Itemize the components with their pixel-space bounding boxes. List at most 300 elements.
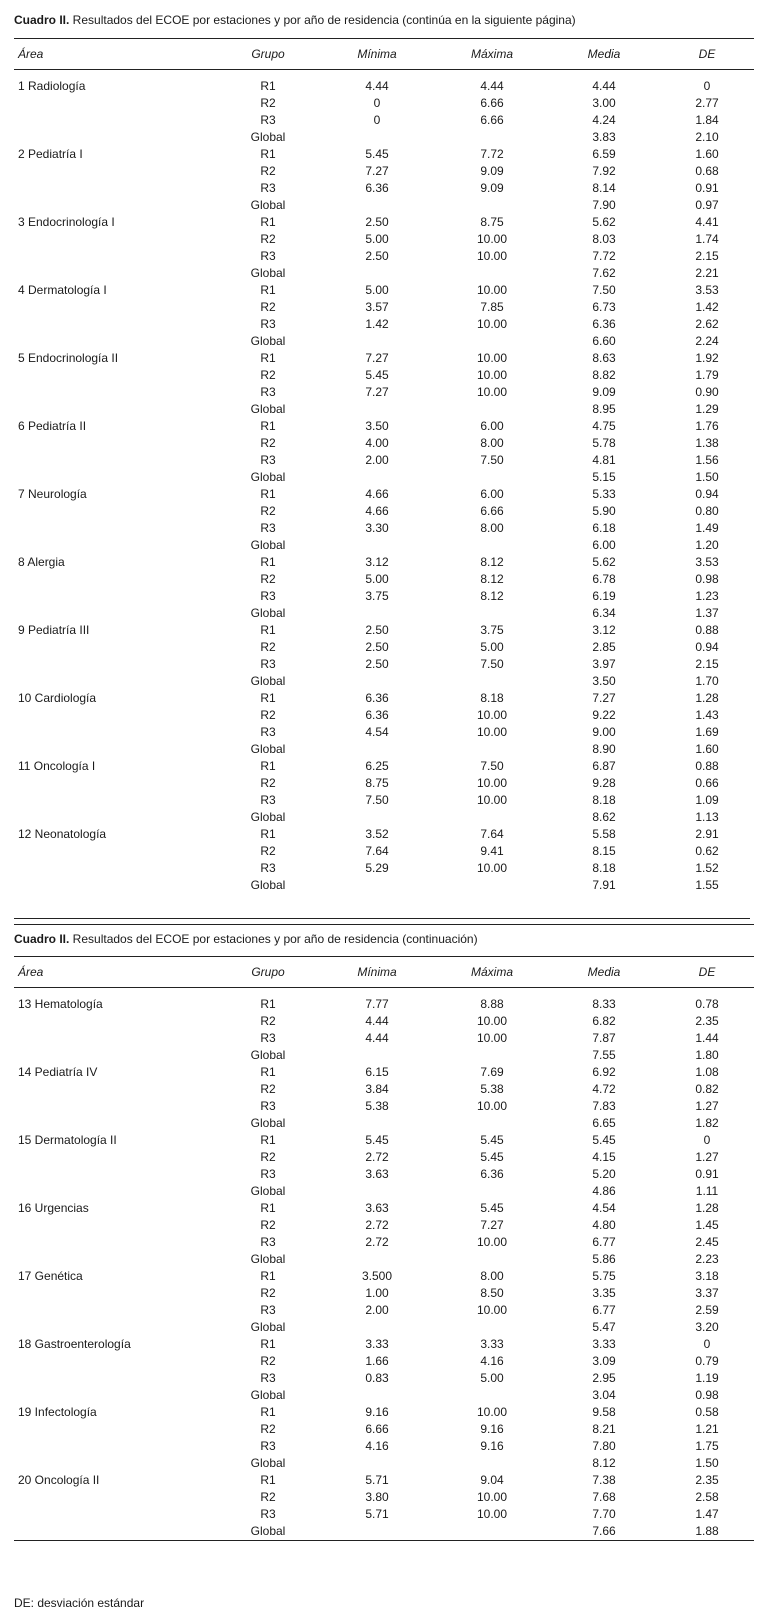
table-row [14,860,754,877]
grupo-cell: R1 [260,147,276,161]
media-cell: 8.03 [592,232,616,246]
area-cell [14,1251,218,1268]
maxima-cell: 10.00 [476,1031,508,1045]
media-cell: 4.86 [592,1184,616,1198]
grupo-cell: R1 [260,79,276,93]
table2-body [14,988,754,1541]
area-cell [14,452,218,469]
table-row [14,1319,754,1336]
minima-cell: 5.45 [365,147,389,161]
minima-cell: 6.36 [365,181,389,195]
table-row [14,265,754,282]
table-row [14,656,754,673]
maxima-cell: 10.00 [476,725,508,739]
maxima-cell [436,1251,548,1268]
area-cell [14,112,218,129]
de-cell: 1.50 [695,1456,719,1470]
grupo-cell: R1 [260,1065,276,1079]
de-cell: 2.59 [695,1303,719,1317]
de-cell: 1.13 [695,810,719,824]
media-cell: 8.18 [592,793,616,807]
maxima-cell: 7.50 [480,657,504,671]
media-cell: 5.78 [592,436,616,450]
minima-cell [318,673,436,690]
de-cell: 3.20 [695,1320,719,1334]
table-row [14,1064,754,1081]
de-cell: 1.21 [695,1422,719,1436]
area-cell [14,1285,218,1302]
minima-cell: 6.36 [365,691,389,705]
de-cell: 0.62 [695,844,719,858]
maxima-cell [436,537,548,554]
table-row [14,95,754,112]
maxima-cell: 7.85 [480,300,504,314]
de-cell: 0.68 [695,164,719,178]
media-cell: 6.18 [592,521,616,535]
media-cell: 4.80 [592,1218,616,1232]
media-cell: 6.78 [592,572,616,586]
grupo-cell: R2 [260,572,276,586]
de-cell: 0.78 [695,997,719,1011]
maxima-cell: 10.00 [476,1490,508,1504]
de-cell: 2.21 [695,266,719,280]
maxima-cell: 9.09 [480,181,504,195]
table-row [14,1013,754,1030]
grupo-cell: R2 [260,844,276,858]
maxima-cell [436,877,548,894]
table-row [14,1047,754,1064]
media-cell: 7.90 [592,198,616,212]
minima-cell: 5.00 [365,572,389,586]
media-cell: 3.50 [592,674,616,688]
grupo-cell: R1 [260,623,276,637]
maxima-cell: 8.12 [480,555,504,569]
header-minima: Mínima [318,39,436,70]
maxima-cell: 10.00 [476,1014,508,1028]
maxima-cell: 9.04 [480,1473,504,1487]
media-cell: 8.82 [592,368,616,382]
header-de: DE [660,957,754,988]
table-row [14,231,754,248]
media-cell: 7.27 [592,691,616,705]
table-row [14,1336,754,1353]
table1-body [14,70,754,925]
de-cell: 0 [703,79,711,93]
header-de: DE [660,39,754,70]
area-cell [14,333,218,350]
de-cell: 2.62 [695,317,719,331]
table-row [14,792,754,809]
table-row [14,1489,754,1506]
table-row [14,469,754,486]
grupo-cell: R1 [260,1473,276,1487]
area-cell: 18 Gastroenterología [18,1337,131,1351]
area-cell [14,503,218,520]
area-cell [14,248,218,265]
media-cell: 4.75 [592,419,616,433]
table1 [14,38,754,925]
table-row [14,758,754,775]
media-cell: 9.58 [592,1405,616,1419]
area-cell [14,1370,218,1387]
table-row [14,673,754,690]
de-cell: 2.58 [695,1490,719,1504]
de-cell: 1.45 [695,1218,719,1232]
table2-caption [14,918,750,956]
table-row [14,1472,754,1489]
media-cell: 7.80 [592,1439,616,1453]
media-cell: 7.72 [592,249,616,263]
grupo-cell: R3 [260,317,276,331]
de-cell: 1.74 [695,232,719,246]
maxima-cell [436,1455,548,1472]
area-cell [14,1506,218,1523]
grupo-cell: R3 [260,521,276,535]
minima-cell [318,1047,436,1064]
maxima-cell: 6.66 [480,113,504,127]
grupo-cell: R3 [260,453,276,467]
maxima-cell: 10.00 [476,1235,508,1249]
area-cell: 5 Endocrinología II [18,351,119,365]
area-cell [14,809,218,826]
table-row [14,1098,754,1115]
media-cell: 5.75 [592,1269,616,1283]
media-cell: 7.87 [592,1031,616,1045]
minima-cell: 2.72 [365,1235,389,1249]
grupo-cell: Global [250,1320,286,1334]
de-cell: 0.94 [695,640,719,654]
maxima-cell: 6.36 [480,1167,504,1181]
area-cell [14,877,218,894]
table-row [14,282,754,299]
media-cell: 4.24 [592,113,616,127]
de-cell: 1.50 [695,470,719,484]
grupo-cell: Global [250,742,286,756]
table1-block [14,0,750,925]
grupo-cell: R2 [260,504,276,518]
table-row [14,571,754,588]
table-row [14,1438,754,1455]
table-row [14,401,754,418]
maxima-cell: 10.00 [476,317,508,331]
maxima-cell [436,469,548,486]
minima-cell: 5.38 [365,1099,389,1113]
area-cell [14,571,218,588]
grupo-cell: Global [250,1116,286,1130]
grupo-cell: Global [250,470,286,484]
minima-cell: 2.50 [365,249,389,263]
area-cell [14,1421,218,1438]
maxima-cell: 7.69 [480,1065,504,1079]
table2-header-row [14,957,754,988]
maxima-cell: 8.88 [480,997,504,1011]
maxima-cell [436,265,548,282]
maxima-cell [436,197,548,214]
maxima-cell: 3.33 [480,1337,504,1351]
area-cell: 19 Infectología [18,1405,97,1419]
area-cell: 8 Alergia [18,555,65,569]
spacer-row [14,988,754,997]
minima-cell: 3.12 [365,555,389,569]
maxima-cell [436,1319,548,1336]
de-cell: 1.19 [695,1371,719,1385]
de-cell: 1.60 [695,742,719,756]
header-minima: Mínima [318,957,436,988]
header-media: Media [548,39,660,70]
minima-cell: 7.27 [365,351,389,365]
media-cell: 8.63 [592,351,616,365]
maxima-cell: 10.00 [476,1099,508,1113]
area-cell [14,1523,218,1541]
area-cell [14,367,218,384]
minima-cell: 7.50 [365,793,389,807]
grupo-cell: Global [250,1048,286,1062]
area-cell: 16 Urgencias [18,1201,89,1215]
table1-header-row [14,39,754,70]
grupo-cell: R1 [260,691,276,705]
media-cell: 2.85 [592,640,616,654]
maxima-cell: 7.27 [480,1218,504,1232]
table-row [14,129,754,146]
table-row [14,1200,754,1217]
area-cell [14,1013,218,1030]
grupo-cell: R2 [260,368,276,382]
grupo-cell: R3 [260,1167,276,1181]
maxima-cell [436,333,548,350]
de-cell: 0.80 [695,504,719,518]
minima-cell [318,1523,436,1541]
table-row [14,1030,754,1047]
maxima-cell: 10.00 [476,1405,508,1419]
table-row [14,843,754,860]
media-cell: 5.20 [592,1167,616,1181]
area-cell [14,1438,218,1455]
minima-cell: 5.29 [365,861,389,875]
maxima-cell [436,1387,548,1404]
table-row [14,1268,754,1285]
maxima-cell [436,1523,548,1541]
area-cell: 1 Radiología [18,79,86,93]
media-cell: 6.82 [592,1014,616,1028]
area-cell [14,1030,218,1047]
maxima-cell [436,401,548,418]
table-row [14,1149,754,1166]
table-row [14,384,754,401]
header-grupo: Grupo [218,39,318,70]
media-cell: 8.18 [592,861,616,875]
maxima-cell: 5.00 [480,1371,504,1385]
de-cell: 0.98 [695,572,719,586]
minima-cell: 3.75 [365,589,389,603]
maxima-cell: 8.75 [480,215,504,229]
de-cell: 0.58 [695,1405,719,1419]
maxima-cell: 7.64 [480,827,504,841]
de-cell: 2.35 [695,1014,719,1028]
minima-cell: 3.63 [365,1167,389,1181]
header-maxima: Máxima [436,39,548,70]
area-cell [14,1149,218,1166]
grupo-cell: R2 [260,436,276,450]
area-cell [14,1302,218,1319]
table-row [14,180,754,197]
media-cell: 6.77 [592,1303,616,1317]
area-cell [14,1387,218,1404]
maxima-cell: 10.00 [476,385,508,399]
de-cell: 1.47 [695,1507,719,1521]
minima-cell: 3.30 [365,521,389,535]
area-cell [14,707,218,724]
maxima-cell: 7.72 [480,147,504,161]
media-cell: 5.15 [592,470,616,484]
grupo-cell: R1 [260,283,276,297]
maxima-cell: 10.00 [476,861,508,875]
media-cell: 5.86 [592,1252,616,1266]
minima-cell: 2.50 [365,640,389,654]
area-cell [14,1217,218,1234]
de-cell: 1.82 [695,1116,719,1130]
grupo-cell: Global [250,1388,286,1402]
media-cell: 7.66 [548,1523,660,1541]
media-cell: 5.47 [592,1320,616,1334]
area-cell [14,1353,218,1370]
grupo-cell: R1 [260,1201,276,1215]
minima-cell [318,401,436,418]
table-row [14,1234,754,1251]
media-cell: 8.90 [592,742,616,756]
minima-cell: 4.44 [365,79,389,93]
minima-cell [318,1319,436,1336]
table-row [14,741,754,758]
table-row [14,435,754,452]
de-cell: 2.35 [695,1473,719,1487]
grupo-cell: R2 [260,708,276,722]
maxima-cell: 8.12 [480,589,504,603]
minima-cell: 4.16 [365,1439,389,1453]
media-cell: 6.87 [592,759,616,773]
media-cell: 5.45 [592,1133,616,1147]
grupo-cell: R1 [260,351,276,365]
de-cell: 0.82 [695,1082,719,1096]
grupo-cell: Global [250,1184,286,1198]
minima-cell: 3.33 [365,1337,389,1351]
maxima-cell: 5.45 [480,1150,504,1164]
table-row [14,1421,754,1438]
grupo-cell: R2 [260,1286,276,1300]
de-cell: 1.70 [695,674,719,688]
de-cell: 2.23 [695,1252,719,1266]
grupo-cell: R2 [260,1082,276,1096]
maxima-cell: 10.00 [476,793,508,807]
maxima-cell: 8.00 [480,436,504,450]
table-row [14,486,754,503]
de-cell: 0.91 [695,181,719,195]
media-cell: 4.44 [592,79,616,93]
minima-cell: 5.71 [365,1473,389,1487]
de-cell: 1.29 [695,402,719,416]
media-cell: 3.09 [592,1354,616,1368]
de-cell: 2.24 [695,334,719,348]
grupo-cell: R3 [260,1439,276,1453]
maxima-cell [436,809,548,826]
area-cell: 20 Oncología II [18,1473,100,1487]
media-cell: 7.68 [592,1490,616,1504]
minima-cell: 3.500 [361,1269,393,1283]
table-row [14,1404,754,1421]
table-row [14,707,754,724]
minima-cell: 2.00 [365,453,389,467]
area-cell [14,520,218,537]
grupo-cell: Global [250,538,286,552]
grupo-cell: R2 [260,640,276,654]
minima-cell [318,741,436,758]
grupo-cell: Global [250,402,286,416]
minima-cell [318,1455,436,1472]
minima-cell: 1.00 [365,1286,389,1300]
de-cell: 1.42 [695,300,719,314]
area-cell: 4 Dermatología I [18,283,107,297]
media-cell: 3.83 [592,130,616,144]
table-row [14,690,754,707]
grupo-cell: R1 [260,555,276,569]
media-cell: 6.19 [592,589,616,603]
minima-cell [318,605,436,622]
minima-cell [318,1183,436,1200]
maxima-cell: 3.75 [480,623,504,637]
minima-cell [318,537,436,554]
de-cell: 1.11 [695,1184,719,1198]
area-cell: 3 Endocrinología I [18,215,115,229]
grupo-cell: Global [250,878,286,892]
de-cell: 1.49 [695,521,719,535]
table1-caption-text: Resultados del ECOE por estaciones y por año de residencia (continúa en la siguiente página) [69,13,576,27]
media-cell: 3.33 [592,1337,616,1351]
grupo-cell: R2 [260,1150,276,1164]
area-cell [14,588,218,605]
minima-cell: 6.15 [365,1065,389,1079]
area-cell [14,265,218,282]
area-cell [14,401,218,418]
minima-cell [318,197,436,214]
area-cell [14,231,218,248]
minima-cell: 4.44 [365,1031,389,1045]
area-cell: 10 Cardiología [18,691,97,705]
maxima-cell [436,605,548,622]
area-cell [14,163,218,180]
de-cell: 0.88 [695,759,719,773]
de-cell: 1.20 [695,538,719,552]
de-cell: 1.76 [695,419,719,433]
maxima-cell: 5.45 [480,1201,504,1215]
grupo-cell: Global [250,130,286,144]
media-cell: 8.21 [592,1422,616,1436]
area-cell [14,1455,218,1472]
maxima-cell: 6.00 [480,487,504,501]
area-cell: 6 Pediatría II [18,419,87,433]
area-cell [14,843,218,860]
media-cell: 3.04 [592,1388,616,1402]
maxima-cell: 8.12 [480,572,504,586]
footnote: DE: desviación estándar [14,1596,145,1610]
minima-cell: 2.50 [365,215,389,229]
area-cell [14,537,218,554]
area-cell [14,605,218,622]
minima-cell: 2.72 [365,1218,389,1232]
table-row [14,1285,754,1302]
table-row [14,1132,754,1149]
media-cell: 3.35 [592,1286,616,1300]
media-cell: 9.22 [592,708,616,722]
area-cell [14,1115,218,1132]
